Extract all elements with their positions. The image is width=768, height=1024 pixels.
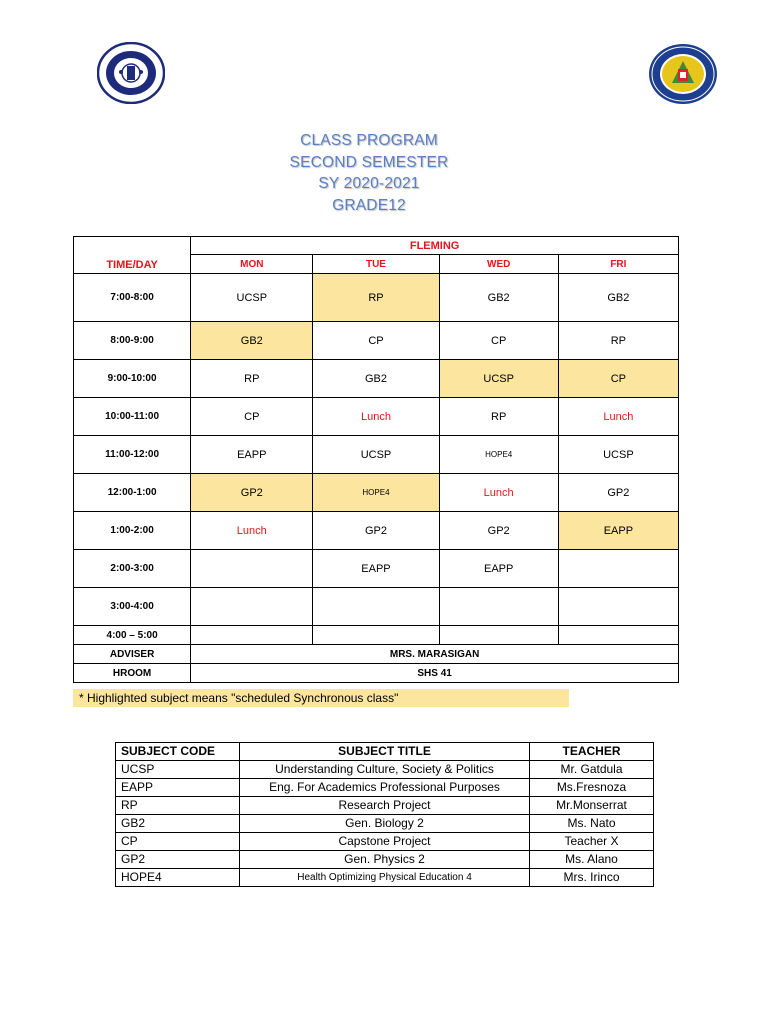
time-slot: 3:00-4:00 [74,588,191,626]
class-schedule-table [73,236,679,683]
time-slot: 9:00-10:00 [74,360,191,398]
schedule-cell: Lunch [313,398,439,436]
schedule-row [74,436,679,474]
schedule-cell: UCSP [439,360,558,398]
schedule-cell: Lunch [191,512,313,550]
time-day-header: TIME/DAY [74,237,191,274]
time-slot: 7:00-8:00 [74,274,191,322]
time-slot: 2:00-3:00 [74,550,191,588]
schedule-cell: GP2 [191,474,313,512]
time-slot: 1:00-2:00 [74,512,191,550]
schedule-cell [313,626,439,645]
section-row [74,237,679,255]
schedule-cell [191,626,313,645]
subject-title: Eng. For Academics Professional Purposes [240,779,530,797]
schedule-cell: RP [191,360,313,398]
subject-legend-table [115,742,654,887]
schedule-cell: HOPE4 [439,436,558,474]
time-slot: 4:00 – 5:00 [74,626,191,645]
time-slot: 10:00-11:00 [74,398,191,436]
title-block [0,130,738,216]
day-header-fri: FRI [558,255,678,274]
schedule-cell: UCSP [558,436,678,474]
adviser-value: MRS. MARASIGAN [191,645,679,664]
subject-title: Health Optimizing Physical Education 4 [240,869,530,887]
schedule-row [74,360,679,398]
subject-title: Gen. Physics 2 [240,851,530,869]
schedule-cell: GB2 [439,274,558,322]
highlight-note: * Highlighted subject means "scheduled Synchronous class" [73,689,569,707]
schedule-cell: CP [313,322,439,360]
adviser-row [74,645,679,664]
legend-header-teacher: TEACHER [530,743,654,761]
time-slot: 11:00-12:00 [74,436,191,474]
teacher-name: Mrs. Irinco [530,869,654,887]
schedule-cell: CP [191,398,313,436]
teacher-name: Ms. Alano [530,851,654,869]
day-header-tue: TUE [313,255,439,274]
schedule-cell: HOPE4 [313,474,439,512]
schedule-cell [191,588,313,626]
schedule-cell: UCSP [313,436,439,474]
teacher-name: Mr. Gatdula [530,761,654,779]
title-line-1: CLASS PROGRAM [300,132,438,149]
subject-code: UCSP [116,761,240,779]
schedule-cell [558,550,678,588]
schedule-cell: RP [313,274,439,322]
schedule-cell [558,588,678,626]
schedule-cell: CP [439,322,558,360]
schedule-cell: GB2 [558,274,678,322]
title-line-3: SY 2020-2021 [318,175,420,192]
schedule-row [74,588,679,626]
subject-title: Research Project [240,797,530,815]
hroom-row [74,664,679,683]
title-line-2: SECOND SEMESTER [289,153,449,171]
schedule-row [74,398,679,436]
schedule-cell: EAPP [439,550,558,588]
schedule-cell: GP2 [558,474,678,512]
schedule-row [74,550,679,588]
time-slot: 12:00-1:00 [74,474,191,512]
schedule-row [74,274,679,322]
schedule-cell: RP [439,398,558,436]
schedule-cell [439,626,558,645]
legend-header-title: SUBJECT TITLE [240,743,530,761]
legend-header-row [116,743,654,761]
schedule-cell [439,588,558,626]
adviser-label: ADVISER [74,645,191,664]
legend-body [116,761,654,887]
schedule-cell: EAPP [313,550,439,588]
schedule-cell: GB2 [191,322,313,360]
schedule-cell [558,626,678,645]
legend-header-code: SUBJECT CODE [116,743,240,761]
schedule-row [74,322,679,360]
subject-code: EAPP [116,779,240,797]
legend-row [116,761,654,779]
subject-code: CP [116,833,240,851]
schedule-cell [313,588,439,626]
day-header-wed: WED [439,255,558,274]
time-slot: 8:00-9:00 [74,322,191,360]
subject-title: Understanding Culture, Society & Politics [240,761,530,779]
teacher-name: Teacher X [530,833,654,851]
hroom-label: HROOM [74,664,191,683]
school-seal-logo [97,42,165,104]
legend-row [116,815,654,833]
schedule-cell: EAPP [191,436,313,474]
subject-code: HOPE4 [116,869,240,887]
schedule-cell [191,550,313,588]
teacher-name: Ms. Nato [530,815,654,833]
schedule-cell: UCSP [191,274,313,322]
legend-row [116,833,654,851]
schedule-cell: Lunch [558,398,678,436]
subject-title: Gen. Biology 2 [240,815,530,833]
legend-row [116,851,654,869]
schedule-cell: Lunch [439,474,558,512]
teacher-name: Mr.Monserrat [530,797,654,815]
day-header-mon: MON [191,255,313,274]
title-line-4: GRADE12 [332,196,406,214]
schedule-cell: CP [558,360,678,398]
subject-title: Capstone Project [240,833,530,851]
schedule-cell: EAPP [558,512,678,550]
legend-row [116,779,654,797]
division-seal-logo [648,43,718,105]
schedule-row [74,626,679,645]
hroom-value: SHS 41 [191,664,679,683]
schedule-row [74,512,679,550]
subject-code: GP2 [116,851,240,869]
schedule-row [74,474,679,512]
schedule-cell: GP2 [439,512,558,550]
schedule-cell: RP [558,322,678,360]
teacher-name: Ms.Fresnoza [530,779,654,797]
schedule-body [74,274,679,645]
legend-row [116,797,654,815]
schedule-cell: GP2 [313,512,439,550]
legend-row [116,869,654,887]
section-name: FLEMING [191,237,679,255]
schedule-cell: GB2 [313,360,439,398]
subject-code: RP [116,797,240,815]
subject-code: GB2 [116,815,240,833]
